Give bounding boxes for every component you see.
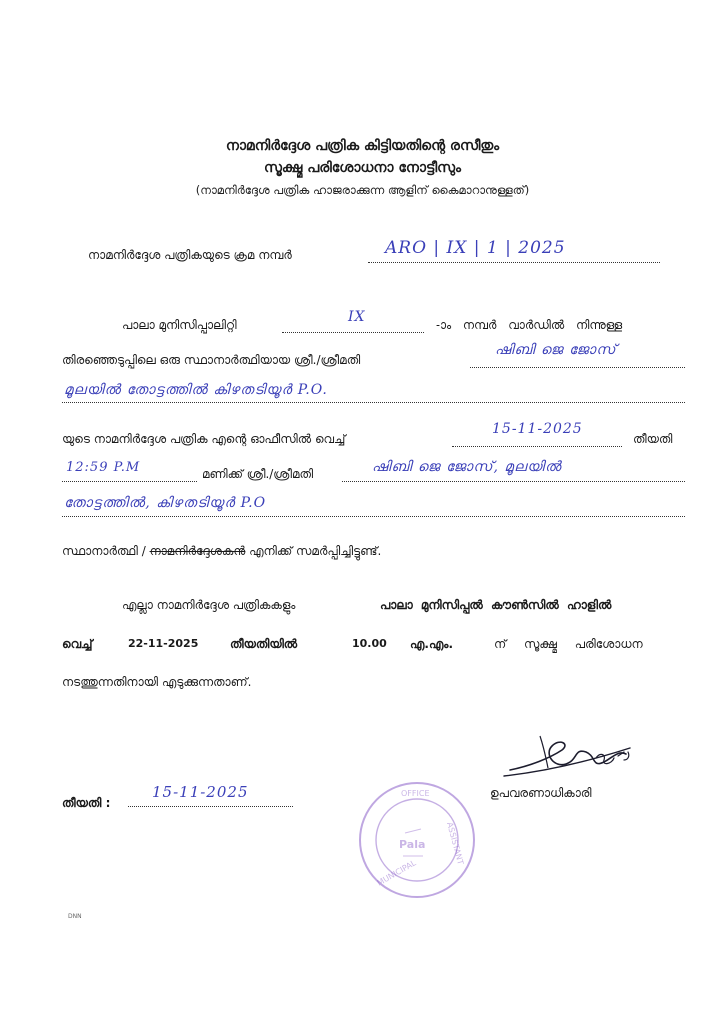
footer-date-label: തീയതി :	[62, 796, 111, 810]
svg-text:OFFICE: OFFICE	[401, 789, 430, 798]
svg-text:Pala: Pala	[399, 838, 426, 851]
time-suffix: മണിക്ക് ശ്രീ./ശ്രീമതി	[202, 467, 314, 481]
scrutiny-line-2a: വെച്ച്	[62, 637, 93, 651]
footer-date-dotted-line	[128, 806, 293, 807]
ward-suffix: -ാം നമ്പർ വാർഡിൽ നിന്നുള്ള	[436, 318, 623, 332]
signature-drawing	[500, 728, 650, 788]
heading-line-1: നാമനിർദ്ദേശ പത്രിക കിട്ടിയതിന്റെ രസീതും	[225, 138, 500, 154]
received-time: 12:59 P.M	[66, 460, 141, 475]
presenter-line-2: തോട്ടത്തിൽ, കിഴതടിയൂർ P.O	[64, 495, 267, 511]
scrutiny-date: 22-11-2025	[128, 637, 199, 650]
heading-line-3: (നാമനിർദ്ദേശ പത്രിക ഹാജരാക്കുന്ന ആളിന് കൈമാറാനുള്ളത്)	[195, 183, 530, 197]
presenter-dotted-line-1	[342, 481, 685, 482]
ward-dotted-line	[282, 332, 424, 333]
heading-line-2: സൂക്ഷ്മ പരിശോധനാ നോട്ടീസും	[263, 160, 461, 176]
signatory-title: ഉപവരണാധികാരി	[490, 786, 592, 800]
presenter-line-1: ഷിബി ജെ ജോസ്, മൂലയിൽ	[372, 459, 562, 475]
time-dotted-line	[62, 481, 197, 482]
serial-dotted-line	[368, 262, 660, 263]
candidate-dotted-line	[470, 367, 685, 368]
received-label: യുടെ നാമനിർദ്ദേശ പത്രിക എന്റെ ഓഫീസിൽ വെച്ച്	[62, 432, 346, 446]
footer-date-value: 15-11-2025	[152, 783, 249, 801]
candidate-label: തിരഞ്ഞെടുപ്പിലെ ഒരു സ്ഥാനാർത്ഥിയായ ശ്രീ./ശ്രീമതി	[62, 353, 361, 367]
candidate-name: ഷിബി ജെ ജോസ്	[495, 342, 617, 358]
svg-text:MUNICIPAL: MUNICIPAL	[375, 858, 418, 888]
scrutiny-line-2c: എ.എം.	[410, 637, 454, 651]
received-date-dotted-line	[452, 446, 622, 447]
scrutiny-line-3: നടത്തുന്നതിനായി എടുക്കുന്നതാണ്.	[62, 675, 252, 689]
scrutiny-line-2b: തീയതിയിൽ	[230, 637, 298, 651]
address-dotted-line	[62, 402, 685, 403]
official-seal	[355, 778, 480, 903]
presenter-dotted-line-2	[62, 516, 685, 517]
candidate-address: മൂലയിൽ തോട്ടത്തിൽ കിഴതടിയൂർ P.O.	[64, 382, 328, 398]
received-date: 15-11-2025	[492, 421, 583, 437]
scrutiny-line-1a: എല്ലാ നാമനിർദ്ദേശ പത്രികകളും	[122, 598, 296, 612]
tiny-code: DNN	[68, 913, 82, 920]
serial-value: ARO | IX | 1 | 2025	[385, 238, 566, 258]
role-proposer: നാമനിർദ്ദേശകൻ	[149, 544, 246, 558]
role-suffix: എനിക്ക് സമർപ്പിച്ചിട്ടുണ്ട്.	[249, 544, 382, 558]
ward-number: IX	[348, 309, 366, 325]
serial-label: നാമനിർദ്ദേശ പത്രികയുടെ ക്രമ നമ്പർ	[88, 248, 292, 262]
scrutiny-time: 10.00	[352, 637, 387, 650]
scrutiny-line-2d: ന് സൂക്ഷ്മ പരിശോധന	[494, 637, 643, 651]
scrutiny-line-1b: പാലാ മുനിസിപ്പൽ കൗൺസിൽ ഹാളിൽ	[380, 598, 612, 612]
municipality-label: പാലാ മുനിസിപ്പാലിറ്റി	[122, 318, 237, 332]
role-candidate: സ്ഥാനാർത്ഥി	[62, 544, 138, 558]
received-date-suffix: തീയതി	[633, 432, 673, 446]
role-slash: /	[141, 544, 146, 558]
svg-text:ASSISTANT: ASSISTANT	[445, 821, 466, 866]
